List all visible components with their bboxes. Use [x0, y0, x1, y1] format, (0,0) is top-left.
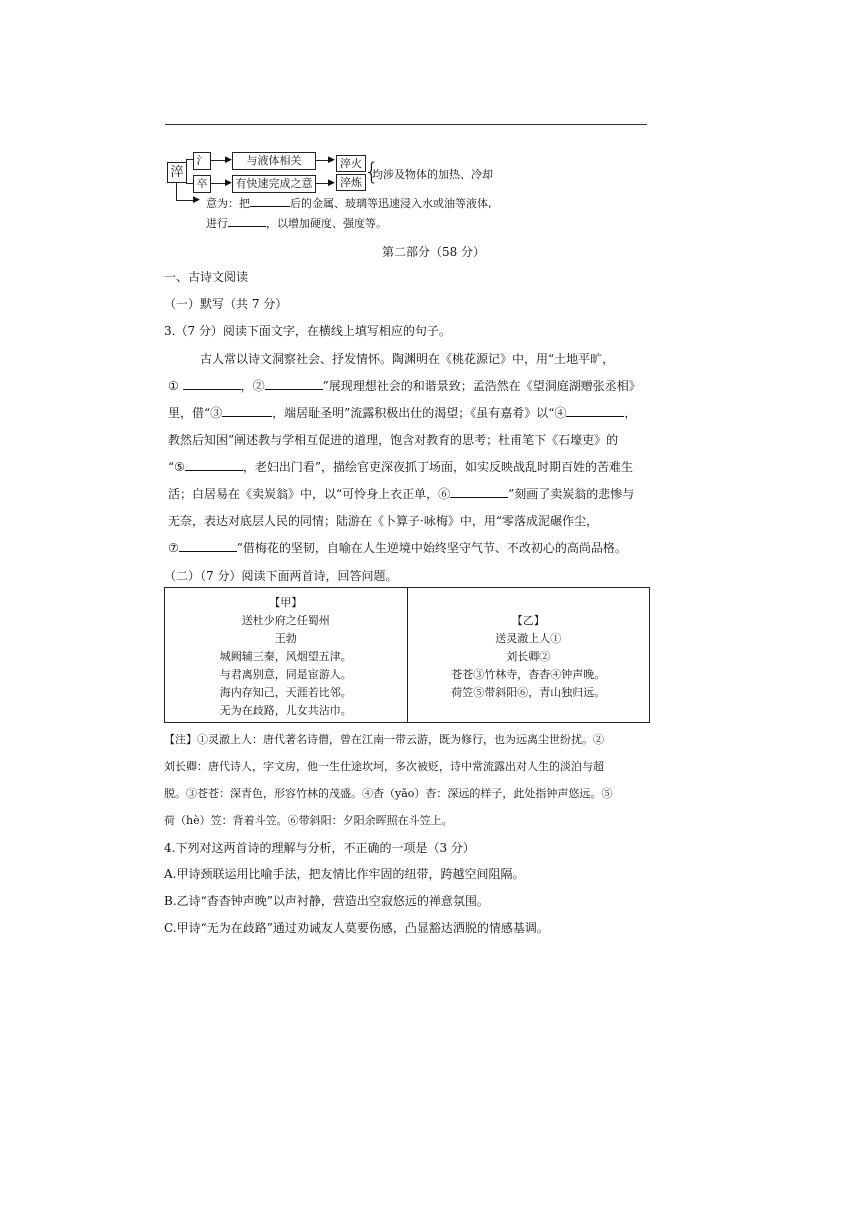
poem-yi-line: 苍苍③竹林寺，杳杳④钟声晚。: [451, 668, 606, 681]
definition-line-2: 进行 ，以增加硬度、强度等。: [206, 214, 387, 231]
meaning-bottom-box: 有快速完成之意: [232, 175, 316, 193]
poem-yi-title: 送灵澈上人①: [495, 632, 562, 645]
blank-2[interactable]: [265, 377, 323, 390]
blank-6[interactable]: [450, 485, 508, 498]
poem-jia-line: 海内存知己，天涯若比邻。: [219, 686, 352, 699]
blank-1[interactable]: [183, 377, 241, 390]
radical-bottom-box: 卒: [193, 175, 211, 193]
question-4-title: 4.下列对这两首诗的理解与分析，不正确的一项是（3 分）: [164, 841, 475, 855]
definition-line-1: 意为：把 后的金属、玻璃等迅速浸入水或油等液体,: [206, 194, 492, 211]
blank-3[interactable]: [222, 404, 272, 417]
word-top-box: 淬火: [336, 155, 366, 172]
poem-jia-line: 与君离别意，同是宦游人。: [219, 668, 352, 681]
top-rule: [165, 124, 647, 125]
word-bottom-box: 淬炼: [336, 174, 366, 191]
blank-7[interactable]: [179, 539, 237, 552]
heading-recitation: （一）默写（共 7 分）: [164, 297, 288, 311]
poem-jia-author: 王勃: [274, 632, 297, 645]
poem-jia-tag: 【甲】: [269, 596, 303, 609]
question-3-title: 3.（7 分）阅读下面文字，在横线上填写相应的句子。: [164, 324, 451, 338]
section-title: 第二部分（58 分）: [381, 245, 486, 259]
poem-jia-title: 送杜少府之任蜀州: [241, 614, 330, 627]
poem-jia-line: 无为在歧路，儿女共沾巾。: [219, 704, 352, 717]
blank-5[interactable]: [185, 458, 243, 471]
option-b[interactable]: B.乙诗“杳杳钟声晚”以声衬静，营造出空寂悠远的禅意氛围。: [164, 894, 489, 908]
poem-yi-author: 刘长卿②: [506, 650, 551, 663]
poem-table: [164, 587, 650, 723]
root-char-box: 淬: [167, 162, 187, 183]
meaning-top-box: 与液体相关: [232, 152, 316, 170]
blank-4[interactable]: [566, 404, 624, 417]
poem-yi-tag: 【乙】: [511, 614, 545, 627]
shared-note: 均涉及物体的加热、冷却: [372, 168, 493, 181]
part-2-title: （二）（7 分）阅读下面两首诗，回答问题。: [164, 569, 398, 583]
poem-jia-line: 城阙辅三秦，风烟望五津。: [219, 650, 352, 663]
poem-yi-cell: [407, 588, 650, 723]
poem-yi-line: 荷笠⑤带斜阳⑥，青山独归远。: [451, 686, 606, 699]
option-c[interactable]: C.甲诗“无为在歧路”通过劝诫友人莫要伤感，凸显豁达洒脱的情感基调。: [164, 921, 549, 935]
poem-jia-cell: [165, 588, 408, 723]
option-a[interactable]: A.甲诗颈联运用比喻手法，把友情比作牢固的纽带，跨越空间阻隔。: [164, 867, 525, 881]
heading-ancient-poetry: 一、古诗文阅读: [164, 270, 249, 284]
radical-top-box: 氵: [193, 152, 211, 170]
